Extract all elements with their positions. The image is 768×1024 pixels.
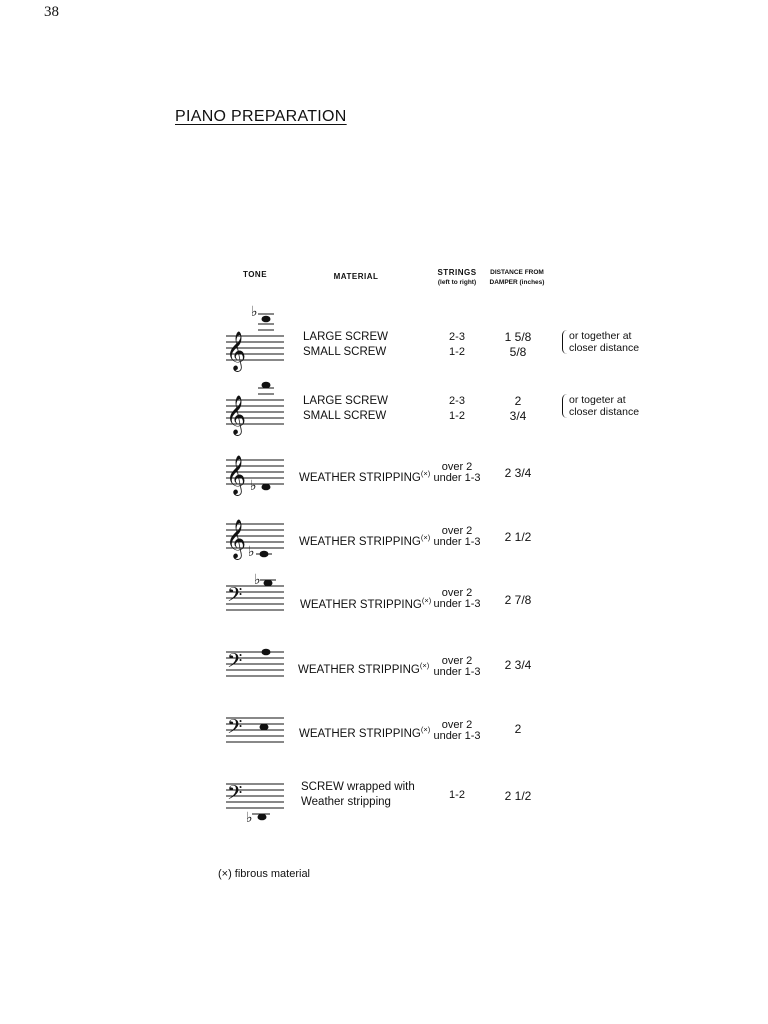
page-title: PIANO PREPARATION: [175, 108, 347, 125]
footnote-marker: (×): [420, 725, 431, 734]
distance-line: 2 3/4: [504, 658, 532, 672]
strings-line: over 2: [441, 525, 473, 537]
header-distance-line1: DISTANCE FROM: [490, 269, 544, 276]
treble-staff-icon: [224, 452, 286, 516]
strings-line: 2-3: [449, 331, 465, 343]
header-strings-line1: STRINGS: [437, 268, 477, 277]
material-text: [299, 722, 430, 742]
svg-text:𝄢: 𝄢: [227, 781, 243, 809]
distance-line: 2 1/2: [504, 789, 532, 803]
header-distance-line2: DAMPER (inches): [489, 279, 545, 286]
material-text: [300, 593, 431, 613]
distance-line: 5/8: [509, 345, 527, 359]
distance-line: 2 1/2: [504, 530, 532, 544]
material-line: SCREW wrapped with: [301, 781, 415, 793]
note-line: or together at: [569, 330, 632, 342]
svg-text:♭: ♭: [251, 304, 258, 320]
footnote-marker: (×): [419, 661, 430, 670]
strings-value: [428, 332, 486, 358]
strings-value: [428, 396, 486, 422]
strings-value: [428, 526, 486, 548]
material-text: [301, 780, 415, 810]
header-strings-line2: (left to right): [437, 279, 477, 286]
bass-staff-icon: [224, 710, 286, 774]
material-text: [299, 466, 430, 486]
distance-value: [490, 466, 546, 481]
header-distance: [488, 268, 546, 288]
header-tone: TONE: [242, 270, 268, 279]
svg-text:𝄞: 𝄞: [226, 331, 247, 371]
svg-text:𝄢: 𝄢: [227, 583, 243, 611]
strings-value: [428, 462, 486, 484]
material-text: [303, 394, 388, 424]
distance-value: [490, 722, 546, 737]
material-line: WEATHER STRIPPING: [298, 663, 420, 676]
material-line: WEATHER STRIPPING: [299, 727, 421, 740]
strings-line: under 1-3: [433, 598, 481, 610]
material-line: Weather stripping: [301, 796, 391, 808]
svg-text:𝄢: 𝄢: [227, 649, 243, 677]
strings-line: over 2: [441, 655, 473, 667]
strings-line: under 1-3: [433, 536, 481, 548]
distance-value: [490, 593, 546, 608]
distance-line: 2: [514, 394, 522, 408]
distance-value: [490, 530, 546, 545]
side-note: [562, 394, 639, 418]
bass-staff-icon: [224, 572, 286, 642]
header-material: MATERIAL: [333, 272, 379, 281]
svg-text:𝄞: 𝄞: [226, 395, 247, 435]
footnote-marker: (×): [420, 469, 431, 478]
strings-value: [428, 720, 486, 742]
treble-staff-icon: [224, 386, 286, 450]
material-line: SMALL SCREW: [303, 346, 387, 358]
footnote: (×) fibrous material: [218, 868, 311, 880]
material-line: WEATHER STRIPPING: [299, 535, 421, 548]
strings-line: under 1-3: [433, 472, 481, 484]
material-line: WEATHER STRIPPING: [300, 598, 422, 611]
svg-text:𝄢: 𝄢: [227, 715, 243, 743]
distance-line: 2 3/4: [504, 466, 532, 480]
strings-value: [428, 656, 486, 678]
page-number: 38: [44, 4, 59, 20]
table-row: [222, 304, 640, 378]
svg-text:♭: ♭: [250, 478, 257, 494]
strings-line: 1-2: [449, 346, 465, 358]
strings-line: over 2: [441, 587, 473, 599]
table-row: [222, 516, 562, 572]
strings-value: [428, 790, 486, 801]
note-line: or togeter at: [569, 394, 626, 406]
distance-line: 3/4: [509, 409, 527, 423]
material-text: [298, 658, 429, 678]
bass-staff-icon: [224, 776, 286, 840]
material-line: WEATHER STRIPPING: [299, 471, 421, 484]
material-line: LARGE SCREW: [303, 395, 388, 407]
note-line: closer distance: [569, 342, 640, 354]
material-text: [299, 530, 430, 550]
strings-line: 1-2: [449, 789, 465, 801]
material-line: SMALL SCREW: [303, 410, 387, 422]
table-row: [222, 386, 640, 442]
side-note: [562, 330, 639, 354]
svg-text:𝄞: 𝄞: [226, 519, 247, 559]
table-row: [222, 452, 562, 508]
strings-line: under 1-3: [433, 666, 481, 678]
distance-line: 1 5/8: [504, 330, 532, 344]
table-row: [222, 776, 562, 832]
table-row: [222, 572, 562, 634]
svg-text:𝄞: 𝄞: [226, 455, 247, 495]
strings-value: [428, 588, 486, 610]
distance-value: [490, 789, 546, 804]
svg-text:♭: ♭: [246, 810, 253, 826]
header-strings: [428, 268, 486, 288]
preparation-table: [222, 266, 640, 832]
material-line: LARGE SCREW: [303, 331, 388, 343]
distance-line: 2 7/8: [504, 593, 532, 607]
material-text: [303, 330, 388, 360]
strings-line: 1-2: [449, 410, 465, 422]
distance-value: [490, 394, 546, 424]
bass-staff-icon: [224, 644, 286, 708]
table-row: [222, 644, 562, 700]
svg-text:♭: ♭: [254, 572, 261, 588]
note-line: closer distance: [569, 406, 640, 418]
distance-line: 2: [514, 722, 522, 736]
strings-line: under 1-3: [433, 730, 481, 742]
treble-staff-icon: [224, 304, 286, 386]
strings-line: over 2: [441, 719, 473, 731]
strings-line: over 2: [441, 461, 473, 473]
treble-staff-icon: [224, 516, 286, 580]
footnote-marker: (×): [420, 533, 431, 542]
distance-value: [490, 658, 546, 673]
strings-line: 2-3: [449, 395, 465, 407]
footnote-marker: (×): [421, 596, 432, 605]
distance-value: [490, 330, 546, 360]
svg-text:♭: ♭: [248, 544, 255, 560]
table-row: [222, 710, 562, 766]
